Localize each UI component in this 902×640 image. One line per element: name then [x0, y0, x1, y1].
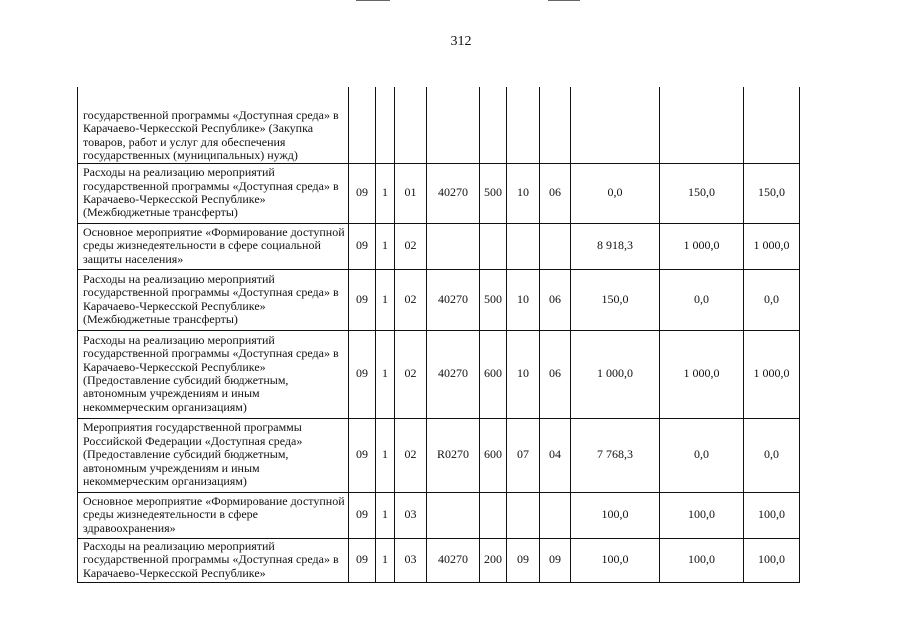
table-row [78, 163, 800, 223]
code-subsection: 06 [540, 163, 571, 223]
amount-year-3: 100,0 [744, 492, 800, 538]
code-subprogram [376, 87, 395, 163]
amount-year-3: 1 000,0 [744, 330, 800, 418]
code-subprogram: 1 [376, 492, 395, 538]
code-ministry: 09 [349, 538, 376, 582]
code-ministry: 09 [349, 330, 376, 418]
code-subsection [540, 223, 571, 269]
row-description: Расходы на реализацию мероприятий государственной программы «Доступная среда» в Карачаево-Черкесской Республике» (Межбюджетные трансферты) [78, 269, 349, 330]
code-expense-type [480, 492, 507, 538]
row-description: Расходы на реализацию мероприятий государственной программы «Доступная среда» в Карачаево-Черкесской Республике» (Предоставление субсидий бюджетным, автономным учреждениям и иным некоммерческим организациям) [78, 330, 349, 418]
code-section: 07 [507, 418, 540, 492]
code-section [507, 223, 540, 269]
code-direction [427, 492, 480, 538]
code-section: 10 [507, 163, 540, 223]
code-subprogram: 1 [376, 330, 395, 418]
code-event: 02 [395, 223, 427, 269]
amount-year-1: 0,0 [571, 163, 660, 223]
code-direction: 40270 [427, 269, 480, 330]
row-description: Мероприятия государственной программы Российской Федерации «Доступная среда» (Предоставление субсидий бюджетным, автономным учреждениям и иным некоммерческим организациям) [78, 418, 349, 492]
code-subsection: 04 [540, 418, 571, 492]
code-subprogram: 1 [376, 163, 395, 223]
amount-year-2: 1 000,0 [660, 223, 744, 269]
amount-year-2: 100,0 [660, 538, 744, 582]
table-row [78, 223, 800, 269]
amount-year-3 [744, 87, 800, 163]
code-direction: R0270 [427, 418, 480, 492]
table-row [78, 538, 800, 582]
amount-year-1: 150,0 [571, 269, 660, 330]
code-event: 02 [395, 330, 427, 418]
code-expense-type: 600 [480, 330, 507, 418]
code-expense-type [480, 223, 507, 269]
code-direction [427, 223, 480, 269]
amount-year-1: 7 768,3 [571, 418, 660, 492]
amount-year-1 [571, 87, 660, 163]
code-event [395, 87, 427, 163]
table-row [78, 269, 800, 330]
code-ministry: 09 [349, 163, 376, 223]
row-description: государственной программы «Доступная среда» в Карачаево-Черкесской Республике» (Закупка товаров, работ и услуг для обеспечения государственных (муниципальных) нужд) [78, 87, 349, 163]
amount-year-3: 1 000,0 [744, 223, 800, 269]
code-section: 09 [507, 538, 540, 582]
code-section: 10 [507, 269, 540, 330]
code-ministry: 09 [349, 418, 376, 492]
page-number: 312 [450, 34, 472, 49]
code-expense-type: 500 [480, 163, 507, 223]
budget-table [77, 87, 800, 583]
table-row [78, 87, 800, 163]
amount-year-1: 8 918,3 [571, 223, 660, 269]
code-section [507, 492, 540, 538]
table-row [78, 418, 800, 492]
code-ministry: 09 [349, 492, 376, 538]
amount-year-1: 100,0 [571, 538, 660, 582]
code-subprogram: 1 [376, 223, 395, 269]
code-direction: 40270 [427, 330, 480, 418]
code-subprogram: 1 [376, 269, 395, 330]
amount-year-3: 150,0 [744, 163, 800, 223]
amount-year-3: 0,0 [744, 269, 800, 330]
code-ministry: 09 [349, 269, 376, 330]
row-description: Расходы на реализацию мероприятий государственной программы «Доступная среда» в Карачаево-Черкесской Республике» (Межбюджетные трансферты) [78, 163, 349, 223]
amount-year-2: 1 000,0 [660, 330, 744, 418]
code-subsection: 06 [540, 269, 571, 330]
code-subprogram: 1 [376, 538, 395, 582]
amount-year-3: 0,0 [744, 418, 800, 492]
amount-year-2: 0,0 [660, 418, 744, 492]
code-event: 01 [395, 163, 427, 223]
code-section [507, 87, 540, 163]
amount-year-2: 100,0 [660, 492, 744, 538]
code-expense-type: 200 [480, 538, 507, 582]
amount-year-1: 100,0 [571, 492, 660, 538]
code-subsection [540, 87, 571, 163]
code-event: 02 [395, 418, 427, 492]
code-subsection [540, 492, 571, 538]
top-edge-rule [356, 0, 390, 1]
code-direction [427, 87, 480, 163]
code-ministry: 09 [349, 223, 376, 269]
code-expense-type: 500 [480, 269, 507, 330]
amount-year-2: 150,0 [660, 163, 744, 223]
code-subprogram: 1 [376, 418, 395, 492]
code-direction: 40270 [427, 538, 480, 582]
code-direction: 40270 [427, 163, 480, 223]
code-event: 03 [395, 538, 427, 582]
code-event: 03 [395, 492, 427, 538]
table-row [78, 330, 800, 418]
code-subsection: 09 [540, 538, 571, 582]
code-event: 02 [395, 269, 427, 330]
amount-year-2: 0,0 [660, 269, 744, 330]
amount-year-2 [660, 87, 744, 163]
amount-year-3: 100,0 [744, 538, 800, 582]
row-description: Основное мероприятие «Формирование доступной среды жизнедеятельности в сфере здравоохранения» [78, 492, 349, 538]
code-expense-type [480, 87, 507, 163]
amount-year-1: 1 000,0 [571, 330, 660, 418]
code-expense-type: 600 [480, 418, 507, 492]
top-edge-rule-right [548, 0, 580, 1]
row-description: Расходы на реализацию мероприятий государственной программы «Доступная среда» в Карачаево-Черкесской Республике» [78, 538, 349, 582]
code-ministry [349, 87, 376, 163]
code-section: 10 [507, 330, 540, 418]
table-row [78, 492, 800, 538]
code-subsection: 06 [540, 330, 571, 418]
row-description: Основное мероприятие «Формирование доступной среды жизнедеятельности в сфере социальной защиты населения» [78, 223, 349, 269]
